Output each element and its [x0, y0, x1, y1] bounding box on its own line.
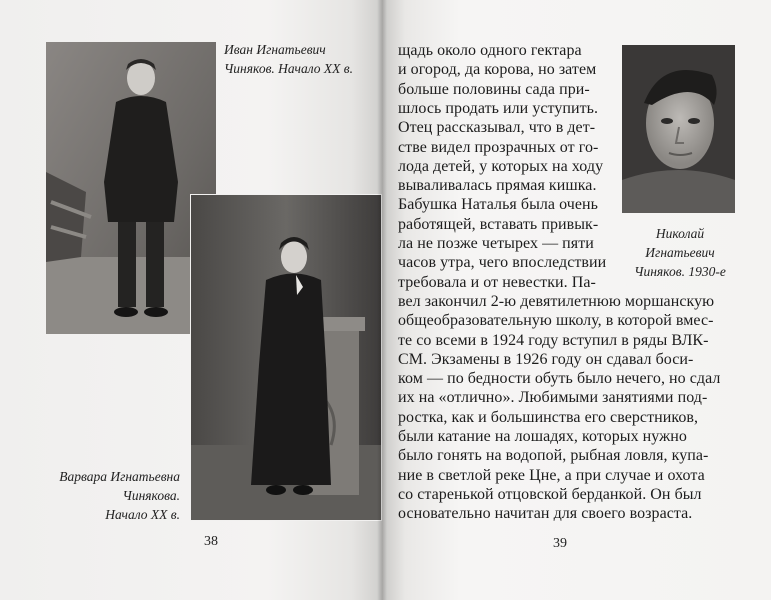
portrait-young-man-face [622, 45, 735, 213]
body-line: и огород, да корова, но затем [398, 61, 597, 79]
book-gutter [377, 0, 387, 600]
body-line: ростка, как и большинства его сверстников, [398, 408, 699, 426]
photo-nikolai-chinyakov [622, 45, 735, 213]
caption-nikolai [610, 224, 750, 281]
body-line: вываливалась прямая кишка. [398, 177, 597, 195]
body-line: щадь около одного гектара [398, 42, 582, 59]
body-line: со старенькой отцовской берданкой. Он был [398, 485, 702, 503]
caption-line: Начало XX в. [105, 507, 180, 522]
body-line: работящей, вставать привык- [398, 215, 599, 233]
body-line: общеобразовательную школу, в которой вмес- [398, 312, 714, 330]
caption-line: Варвара Игнатьевна [59, 469, 180, 484]
body-line: стве видел прозрачных от го- [398, 138, 599, 156]
body-line: лода детей, у которых на ходу [398, 157, 604, 175]
caption-varvara [0, 467, 180, 524]
page-number-right: 39 [553, 536, 567, 551]
body-line: шлось продать или уступить. [398, 99, 599, 117]
left-page [0, 0, 382, 600]
body-line: СМ. Экзамены в 1926 году он сдавал боси- [398, 350, 694, 368]
body-line: Отец рассказывал, что в дет- [398, 119, 596, 137]
body-line: было гонять на водопой, рыбная ловля, купа- [398, 447, 709, 465]
caption-line: Чиняков. Начало XX в. [224, 61, 353, 76]
portrait-woman-standing [191, 195, 381, 520]
body-line: вел закончил 2-ю девятилетнюю моршанскую [398, 292, 715, 310]
body-line: больше половины сада при- [398, 80, 590, 98]
body-line: ние в светлой реке Цне, а при случае и охота [398, 466, 705, 484]
caption-line: Чиняков. 1930-е [634, 264, 726, 279]
page-number-left: 38 [204, 534, 218, 549]
body-line: ком — по бедности обуть было нечего, но сдал [398, 370, 721, 388]
caption-ivan [224, 40, 353, 78]
body-line: требовала и от невестки. Па- [398, 273, 596, 291]
body-line: те со всеми в 1924 году вступил в ряды ВЛК- [398, 331, 709, 349]
photo-varvara-chinyakova [191, 195, 381, 520]
body-line: были катание на лошадях, которых нужно [398, 428, 687, 445]
body-line: часов утра, чего впоследствии [398, 254, 607, 272]
caption-line: Игнатьевич [645, 245, 715, 260]
caption-line: Чинякова. [122, 488, 180, 503]
body-line: основательно начитан для своего возраста. [398, 505, 693, 523]
body-line: Бабушка Наталья была очень [398, 196, 598, 214]
caption-line: Иван Игнатьевич [224, 42, 326, 57]
body-line: ла не позже четырех — пяти [398, 235, 594, 252]
caption-line: Николай [655, 226, 705, 241]
body-line: их на «отлично». Любимыми занятиями под- [398, 389, 708, 407]
